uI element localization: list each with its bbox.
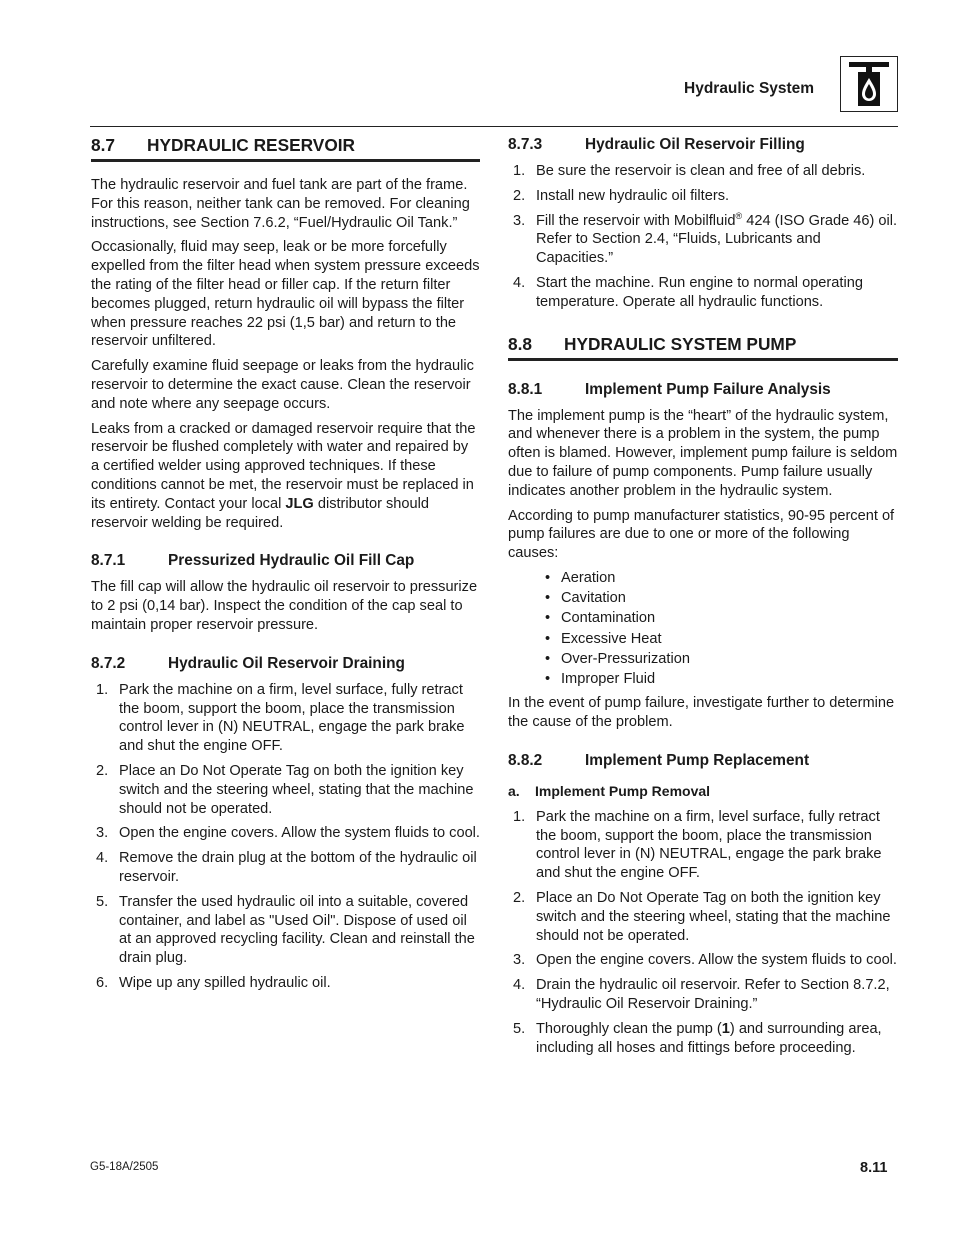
list-item: 2. Place an Do Not Operate Tag on both the ignition key switch and the steering wheel, stating that the machine should not be operated.	[96, 762, 474, 817]
minor-heading-pump-removal: a. Implement Pump Removal	[508, 782, 711, 799]
header-divider	[90, 126, 898, 127]
paragraph: According to pump manufacturer statistics, 90-95 percent of pump failures are due to one or more of the following causes:	[508, 507, 895, 562]
list-item: 2. Install new hydraulic oil filters.	[513, 187, 730, 204]
list-item: • Cavitation	[508, 588, 898, 608]
list-item: 4. Remove the drain plug at the bottom of the hydraulic oil reservoir.	[96, 850, 477, 885]
subsection-heading-8-7-1: 8.7.1 Pressurized Hydraulic Oil Fill Cap	[91, 552, 415, 570]
running-header-title: Hydraulic System	[684, 80, 815, 97]
hydraulic-reservoir-icon	[840, 56, 898, 112]
paragraph: The fill cap will allow the hydraulic oil reservoir to pressurize to 2 psi (0,14 bar). Inspect the condition of the cap seal to maintain proper reservoir pressure.	[91, 579, 478, 633]
list-item: 5. Thoroughly clean the pump (1) and surrounding area, including all hoses and fittings before proceeding.	[513, 1020, 882, 1056]
list-item: • Excessive Heat	[508, 629, 898, 649]
list-item: • Over-Pressurization	[508, 649, 898, 669]
failure-causes-list	[508, 568, 898, 689]
removal-steps-list	[508, 808, 898, 1058]
paragraph: The hydraulic reservoir and fuel tank are part of the frame. For this reason, neither tank can be removed. For cleaning instructions, see Section 7.6.2, “Fuel/Hydraulic Oil Tank.”	[91, 177, 470, 231]
list-item: • Improper Fluid	[508, 669, 898, 689]
page-number: 8.11	[860, 1160, 888, 1176]
paragraph: Occasionally, fluid may seep, leak or be more forcefully expelled from the filter head when system pressure exceeds the rating of the filter head or filler cap. If the return filter becomes plugged, return hydraulic oil will bypass the filter when pressure reaches 22 psi (1,5 bar) and return to the reservoir unfiltered.	[91, 239, 480, 350]
paragraph: Carefully examine fluid seepage or leaks from the hydraulic reservoir to determine the exact cause. Clean the reservoir and note where any seepage occurs.	[91, 358, 474, 412]
right-column	[508, 130, 898, 1057]
subsection-heading-8-7-2: 8.7.2 Hydraulic Oil Reservoir Draining	[91, 654, 405, 672]
list-item: • Aeration	[508, 568, 898, 588]
callout-number: 1	[721, 1020, 730, 1037]
left-column	[91, 130, 480, 993]
list-item: 1. Park the machine on a firm, level surface, fully retract the boom, support the boom, place the transmission control lever in (N) NEUTRAL, engage the park brake and shut the engine OFF.	[513, 808, 882, 882]
list-item: 6. Wipe up any spilled hydraulic oil.	[96, 974, 331, 991]
section-heading-8-8: 8.8 HYDRAULIC SYSTEM PUMP	[508, 334, 898, 361]
list-item: 4. Drain the hydraulic oil reservoir. Refer to Section 8.7.2, “Hydraulic Oil Reservoir Draining.”	[513, 977, 890, 1012]
subsection-heading-8-7-3: 8.7.3 Hydraulic Oil Reservoir Filling	[508, 136, 805, 153]
list-item: 1. Park the machine on a firm, level surface, fully retract the boom, support the boom, place the transmission control lever in (N) NEUTRAL, engage the park brake and shut the engine OFF.	[96, 681, 465, 755]
list-item: • Contamination	[508, 608, 898, 628]
paragraph: Leaks from a cracked or damaged reservoir require that the reservoir be flushed completely with water and repaired by a certified welder using approved techniques. If these conditions cannot be met, the reservoir must be replaced in its entirety. Contact your local JLG distributor should reservoir welding be required.	[91, 420, 476, 531]
draining-steps-list	[91, 681, 480, 993]
subsection-heading-8-8-2: 8.8.2 Implement Pump Replacement	[508, 751, 810, 769]
paragraph: In the event of pump failure, investigate further to determine the cause of the problem.	[508, 695, 895, 730]
section-heading-8-7: 8.7 HYDRAULIC RESERVOIR	[91, 135, 480, 162]
subsection-heading-8-8-1: 8.8.1 Implement Pump Failure Analysis	[508, 380, 831, 398]
list-item: 2. Place an Do Not Operate Tag on both the ignition key switch and the steering wheel, stating that the machine should not be operated.	[513, 889, 891, 944]
paragraph: The implement pump is the “heart” of the hydraulic system, and whenever there is a problem in the system, the pump often is blamed. However, implement pump failure is seldom due to failure of pump components. Pump failure usually indicates another problem in the hydraulic system.	[508, 407, 898, 499]
brand-name: JLG	[285, 495, 314, 512]
filling-steps-list	[508, 162, 898, 312]
list-item: 3. Fill the reservoir with Mobilfluid® 424 (ISO Grade 46) oil. Refer to Section 2.4, “Fluids, Lubricants and Capacities.”	[513, 210, 898, 267]
list-item: 3. Open the engine covers. Allow the system fluids to cool.	[96, 825, 480, 842]
list-item: 5. Transfer the used hydraulic oil into a suitable, covered container, and label as "Used Oil". Dispose of used oil at an approved recycling facility. Clean and reinstall the drain plug.	[96, 893, 475, 967]
list-item: 4. Start the machine. Run engine to normal operating temperature. Operate all hydraulic functions.	[513, 274, 863, 310]
list-item: 1. Be sure the reservoir is clean and free of all debris.	[513, 163, 866, 179]
list-item: 3. Open the engine covers. Allow the system fluids to cool.	[513, 952, 897, 969]
registered-mark: ®	[735, 210, 743, 221]
document-id: G5-18A/2505	[90, 1161, 159, 1173]
